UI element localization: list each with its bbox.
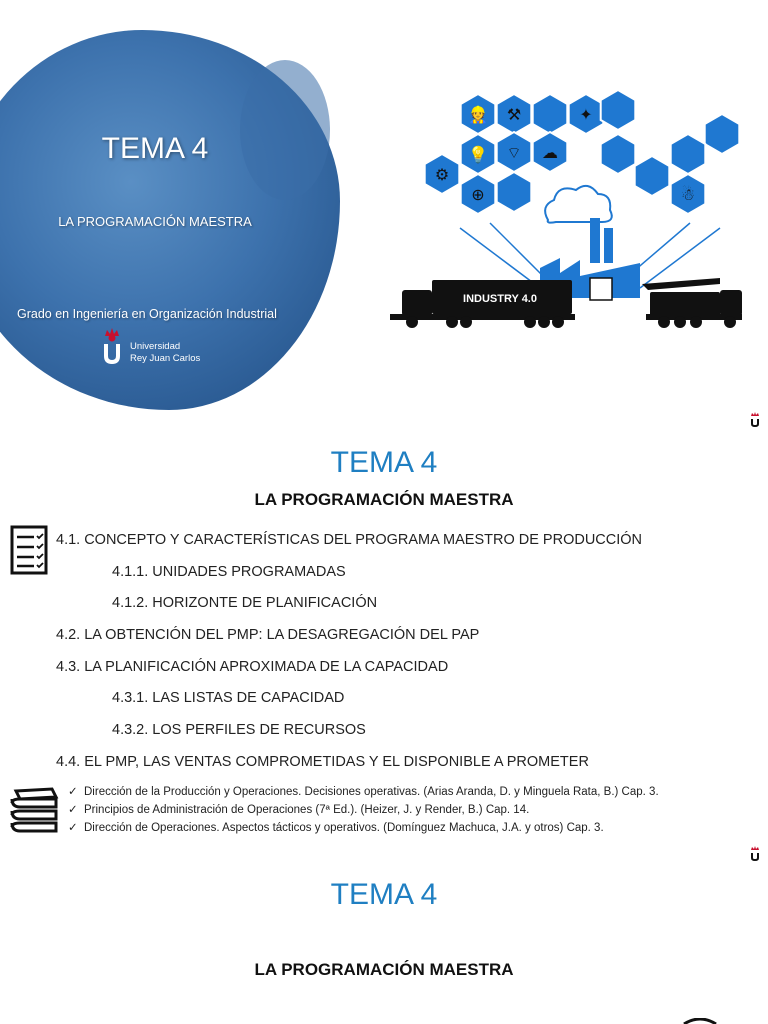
books-icon [8,785,60,835]
slide3-subtitle: LA PROGRAMACIÓN MAESTRA [254,960,514,979]
svg-text:👷: 👷 [468,105,488,124]
watercolor-blob-accent [240,60,330,200]
svg-text:☃: ☃ [680,185,696,204]
university-line2: Rey Juan Carlos [130,353,201,364]
corner-logo-icon [749,846,761,864]
reference-item [68,820,604,834]
check-icon: ✓ [68,822,78,834]
svg-text:⚒: ⚒ [506,105,522,124]
title-slide [0,0,768,432]
industry-4-0-graphic [390,88,750,333]
toc-item-4-3-2: 4.3.2. LOS PERFILES DE RECURSOS [112,722,366,738]
checklist-icon [10,525,48,575]
svg-text:✦: ✦ [579,105,593,124]
section-slide [0,864,768,1024]
check-icon: ✓ [68,786,78,798]
svg-text:☁: ☁ [542,143,558,162]
degree-label: Grado en Ingeniería en Organización Industrial [17,307,277,321]
slide2-subtitle: LA PROGRAMACIÓN MAESTRA [254,490,514,509]
svg-text:⌔: ⌔ [506,143,522,162]
industry-label: INDUSTRY 4.0 [463,293,537,305]
toc-item-4-2: 4.2. LA OBTENCIÓN DEL PMP: LA DESAGREGACIÓN DEL PAP [56,627,480,643]
reference-text: Dirección de Operaciones. Aspectos tácticos y operativos. (Domínguez Machuca, J.A. y otros) Cap. 3. [84,822,604,834]
reference-text: Dirección de la Producción y Operaciones. Decisiones operativas. (Arias Aranda, D. y Minguela Rata, B.) Cap. 3. [84,786,659,798]
contents-slide [0,432,768,864]
toc-item-4-3: 4.3. LA PLANIFICACIÓN APROXIMADA DE LA CAPACIDAD [56,659,449,675]
toc-item-4-1-1: 4.1.1. UNIDADES PROGRAMADAS [112,564,346,580]
reference-text: Principios de Administración de Operaciones (7ª Ed.). (Heizer, J. y Render, B.) Cap. 14. [84,804,530,816]
reference-item [68,802,529,816]
urjc-logo-icon [100,326,124,366]
svg-text:⊕: ⊕ [471,185,485,204]
slide1-subtitle: LA PROGRAMACIÓN MAESTRA [58,214,252,229]
svg-text:⚙: ⚙ [434,165,450,184]
slide2-title: TEMA 4 [330,446,438,479]
svg-text:💡: 💡 [468,145,488,164]
partial-icon [680,1018,720,1024]
university-name [130,341,200,365]
university-line1: Universidad [130,341,181,352]
check-icon: ✓ [68,804,78,816]
toc-item-4-1: 4.1. CONCEPTO Y CARACTERÍSTICAS DEL PROGRAMA MAESTRO DE PRODUCCIÓN [56,532,643,548]
slide3-title: TEMA 4 [330,878,438,911]
slide1-title: TEMA 4 [101,132,209,165]
corner-logo-icon [749,412,761,432]
toc-item-4-1-2: 4.1.2. HORIZONTE DE PLANIFICACIÓN [112,595,378,611]
toc-item-4-3-1: 4.3.1. LAS LISTAS DE CAPACIDAD [112,690,345,706]
reference-item [68,784,659,798]
toc-item-4-4: 4.4. EL PMP, LAS VENTAS COMPROMETIDAS Y EL DISPONIBLE A PROMETER [56,754,589,770]
